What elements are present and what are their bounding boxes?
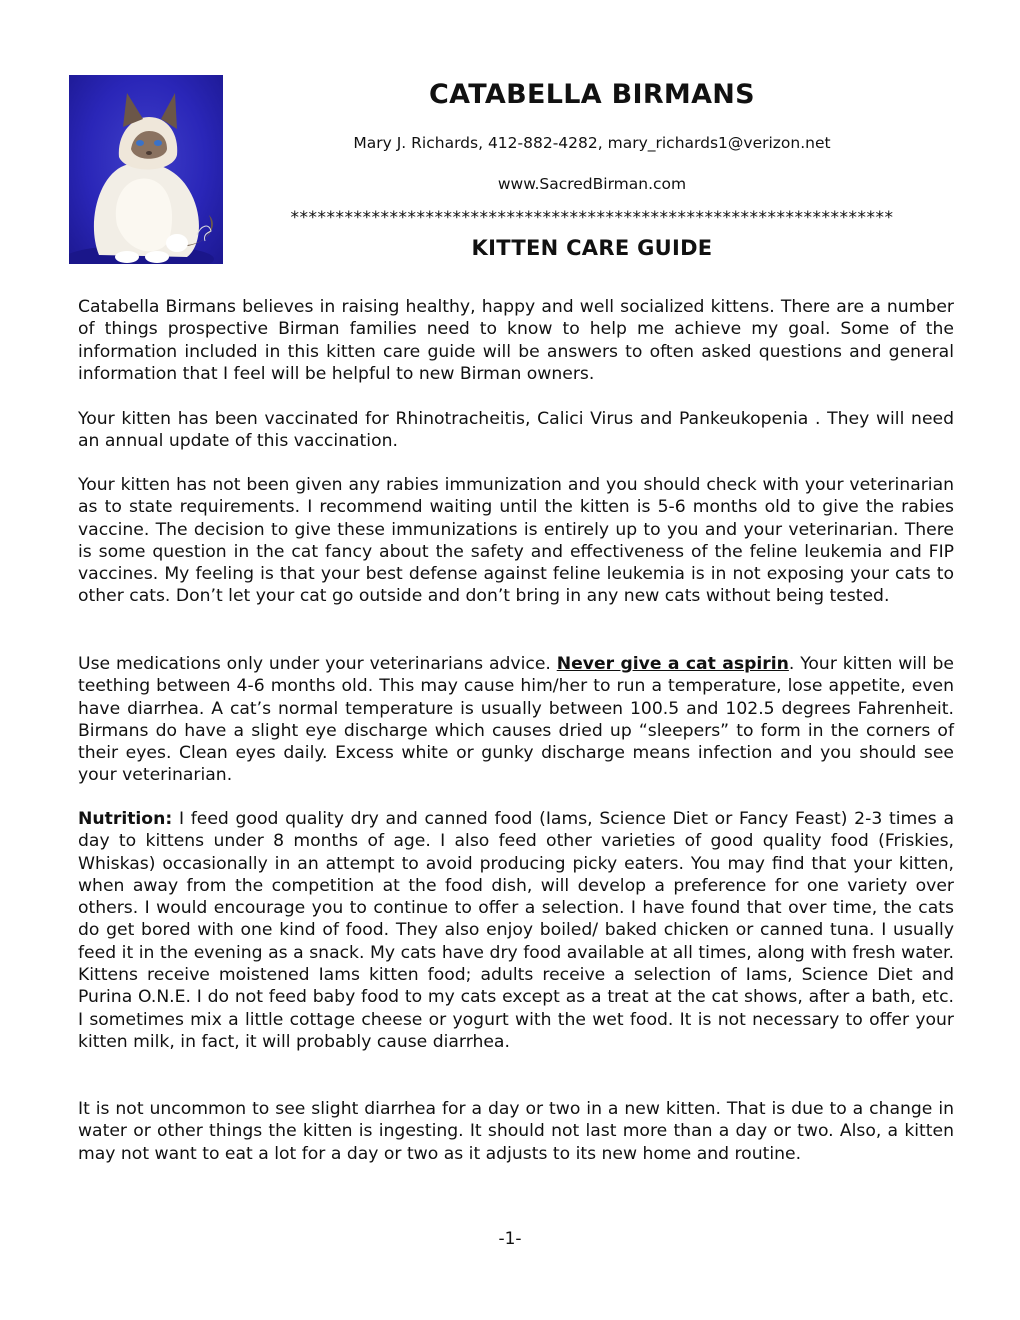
contact-line: Mary J. Richards, 412-882-4282, mary_richards1@verizon.net — [353, 134, 831, 152]
website-link[interactable]: www.SacredBirman.com — [497, 175, 687, 193]
diarrhea-paragraph: It is not uncommon to see slight diarrhea for a day or two in a new kitten. That is due to a change in water or other things the kitten is ingesting. It should not last more than a day or two. Also, a kitten may not want to eat a lot for a day or two as it adjusts to its new home and routine. — [78, 1099, 954, 1164]
page-number: -1- — [498, 1229, 522, 1249]
section-heading: KITTEN CARE GUIDE — [471, 236, 713, 260]
aspirin-warning: Never give a cat aspirin — [556, 654, 789, 674]
medications-paragraph — [78, 653, 954, 787]
nutrition-text: I feed good quality dry and canned food (Iams, Science Diet or Fancy Feast) 2-3 times a day to kittens under 8 months of age. I also feed other varieties of good quality food (Friskies, Whiskas) occasionally in an attempt to avoid producing picky eaters. You may find that your kitten, when away from the competition at the food dish, will develop a preference for one variety over others. I would encourage you to continue to offer a selection. I have found that over time, the cats do get bored with one kind of food. They also enjoy boiled/ baked chicken or canned tuna. I usually feed it in the evening as a snack. My cats have dry food available at all times, along with fresh water. Kittens receive moistened Iams kitten food; adults receive a selection of Iams, Science Diet and Purina O.N.E. I do not feed baby food to my cats except as a treat at the cat shows, after a bath, etc. I sometimes mix a little cottage cheese or yogurt with the wet food. It is not necessary to offer your kitten milk, in fact, it will probably cause diarrhea. — [78, 809, 954, 1052]
birman-cat-photo — [69, 75, 223, 264]
page-title: CATABELLA BIRMANS — [429, 79, 755, 110]
nutrition-label: Nutrition: — [78, 809, 173, 829]
vaccination-paragraph: Your kitten has been vaccinated for Rhinotracheitis, Calici Virus and Pankeukopenia . They will need an annual update of this vaccination. — [78, 409, 954, 452]
nutrition-paragraph — [78, 808, 954, 1053]
rabies-paragraph: Your kitten has not been given any rabies immunization and you should check with your veterinarian as to state requirements. I recommend waiting until the kitten is 5-6 months old to give the rabies vaccine. The decision to give these immunizations is entirely up to you and your veterinarian. There is some question in the cat fancy about the safety and effectiveness of the feline leukemia and FIP vaccines. My feeling is that your best defense against feline leukemia is in not exposing your cats to other cats. Don’t let your cat go outside and don’t bring in any new cats without being tested. — [78, 475, 954, 607]
medications-text-b: . Your kitten will be teething between 4-6 months old. This may cause him/her to run a temperature, lose appetite, even have diarrhea. A cat’s normal temperature is usually between 100.5 and 102.5 degrees Fahrenheit. Birmans do have a slight eye discharge which causes dried up “sleepers” to form in the corners of their eyes. Clean eyes daily. Excess white or gunky discharge means infection and you should see your veterinarian. — [78, 654, 954, 786]
medications-text-a: Use medications only under your veterinarians advice. — [78, 654, 557, 674]
intro-paragraph: Catabella Birmans believes in raising healthy, happy and well socialized kittens. There are a number of things prospective Birman families need to know to help me achieve my goal. Some of the information included in this kitten care guide will be answers to often asked questions and general information that I feel will be helpful to new Birman owners. — [78, 297, 954, 384]
asterisk-divider: ******************************************************************* — [290, 208, 894, 228]
cat-illustration — [69, 75, 223, 264]
